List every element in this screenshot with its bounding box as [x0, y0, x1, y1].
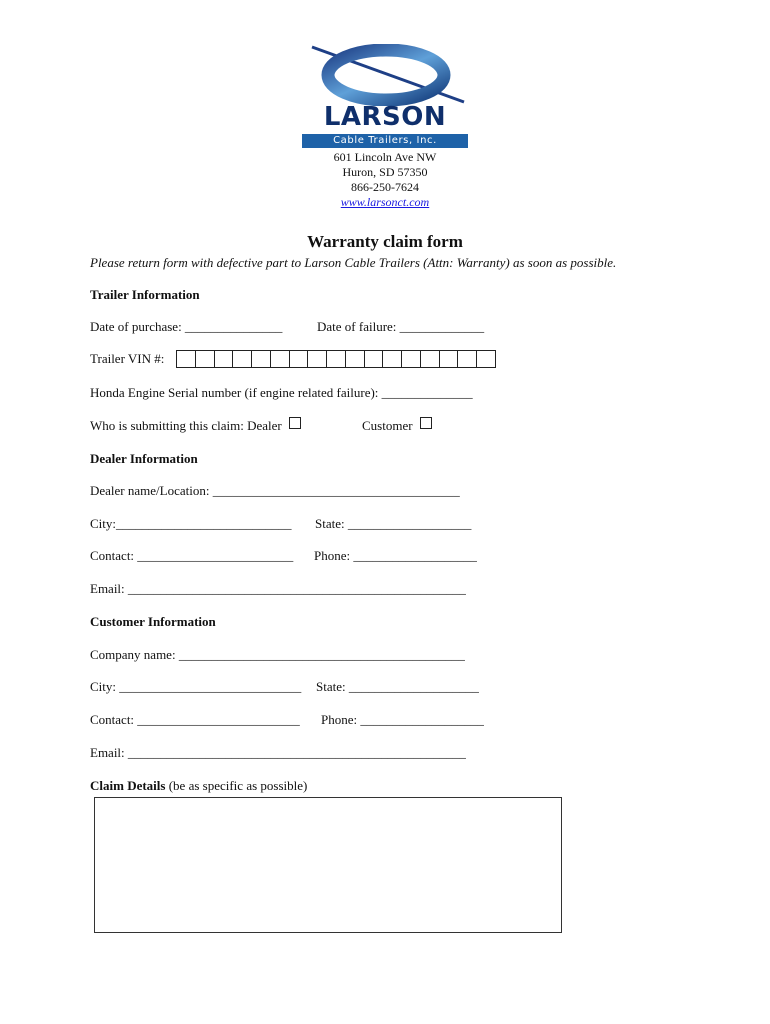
vin-char-box[interactable]	[233, 351, 252, 367]
vin-char-box[interactable]	[421, 351, 440, 367]
vin-char-box[interactable]	[402, 351, 421, 367]
website-link[interactable]: www.larsonct.com	[340, 195, 430, 209]
logo-wordmark: LARSON	[323, 102, 447, 132]
address-website	[285, 195, 485, 210]
vin-char-box[interactable]	[177, 351, 196, 367]
vin-char-box[interactable]	[458, 351, 477, 367]
vin-label: Trailer VIN #:	[90, 351, 165, 366]
claim-details-textarea[interactable]	[94, 797, 562, 933]
submitter-label: Who is submitting this claim: Dealer	[90, 418, 282, 433]
claim-details-heading	[90, 778, 307, 794]
form-title: Warranty claim form	[307, 232, 463, 251]
vin-char-box[interactable]	[290, 351, 309, 367]
address-city: Huron, SD 57350	[342, 165, 428, 179]
vin-char-box[interactable]	[477, 351, 495, 367]
dealer-name-field[interactable]: Dealer name/Location: ______________________________________	[90, 483, 460, 498]
customer-phone-field[interactable]: Phone: ___________________	[321, 712, 484, 727]
vin-char-box[interactable]	[346, 351, 365, 367]
customer-state-field[interactable]: State: ____________________	[316, 679, 479, 694]
vin-char-box[interactable]	[327, 351, 346, 367]
dealer-email-field[interactable]: Email: ____________________________________________________	[90, 581, 466, 596]
dealer-contact-field[interactable]: Contact: ________________________	[90, 548, 294, 563]
form-subtitle: Please return form with defective part to Larson Cable Trailers (Attn: Warranty) as soon as possible.	[90, 255, 617, 270]
customer-company-field[interactable]: Company name: ____________________________________________	[90, 647, 465, 662]
customer-checkbox[interactable]	[420, 417, 432, 429]
submitter-dealer-option	[90, 417, 301, 434]
logo-tagline: Cable Trailers, Inc.	[302, 134, 468, 148]
address-street: 601 Lincoln Ave NW	[333, 150, 437, 164]
dealer-city-field[interactable]: City:___________________________	[90, 516, 292, 531]
customer-label: Customer	[362, 418, 413, 433]
vin-char-box[interactable]	[440, 351, 459, 367]
trailer-section-heading: Trailer Information	[90, 287, 200, 302]
submitter-customer-option	[362, 417, 432, 434]
dealer-section-heading: Dealer Information	[90, 451, 198, 466]
claim-heading: Claim Details	[90, 778, 166, 793]
dealer-phone-field[interactable]: Phone: ___________________	[314, 548, 477, 563]
vin-char-box[interactable]	[252, 351, 271, 367]
date-of-failure-field[interactable]: Date of failure: _____________	[317, 319, 485, 334]
dealer-checkbox[interactable]	[289, 417, 301, 429]
vin-input-boxes[interactable]	[176, 350, 496, 368]
address-phone: 866-250-7624	[351, 180, 419, 194]
vin-char-box[interactable]	[308, 351, 327, 367]
date-of-purchase-field[interactable]: Date of purchase: _______________	[90, 319, 283, 334]
larson-logo	[300, 44, 470, 150]
claim-note: (be as specific as possible)	[168, 778, 308, 793]
customer-city-field[interactable]: City: ____________________________	[90, 679, 302, 694]
customer-contact-field[interactable]: Contact: _________________________	[90, 712, 300, 727]
customer-section-heading: Customer Information	[90, 614, 216, 629]
dealer-state-field[interactable]: State: ___________________	[315, 516, 472, 531]
customer-email-field[interactable]: Email: ____________________________________________________	[90, 745, 466, 760]
vin-char-box[interactable]	[196, 351, 215, 367]
vin-char-box[interactable]	[215, 351, 234, 367]
vin-char-box[interactable]	[365, 351, 384, 367]
logo-swoosh-icon	[300, 44, 470, 106]
engine-serial-field[interactable]: Honda Engine Serial number (if engine related failure): ______________	[90, 385, 473, 400]
vin-char-box[interactable]	[383, 351, 402, 367]
vin-char-box[interactable]	[271, 351, 290, 367]
